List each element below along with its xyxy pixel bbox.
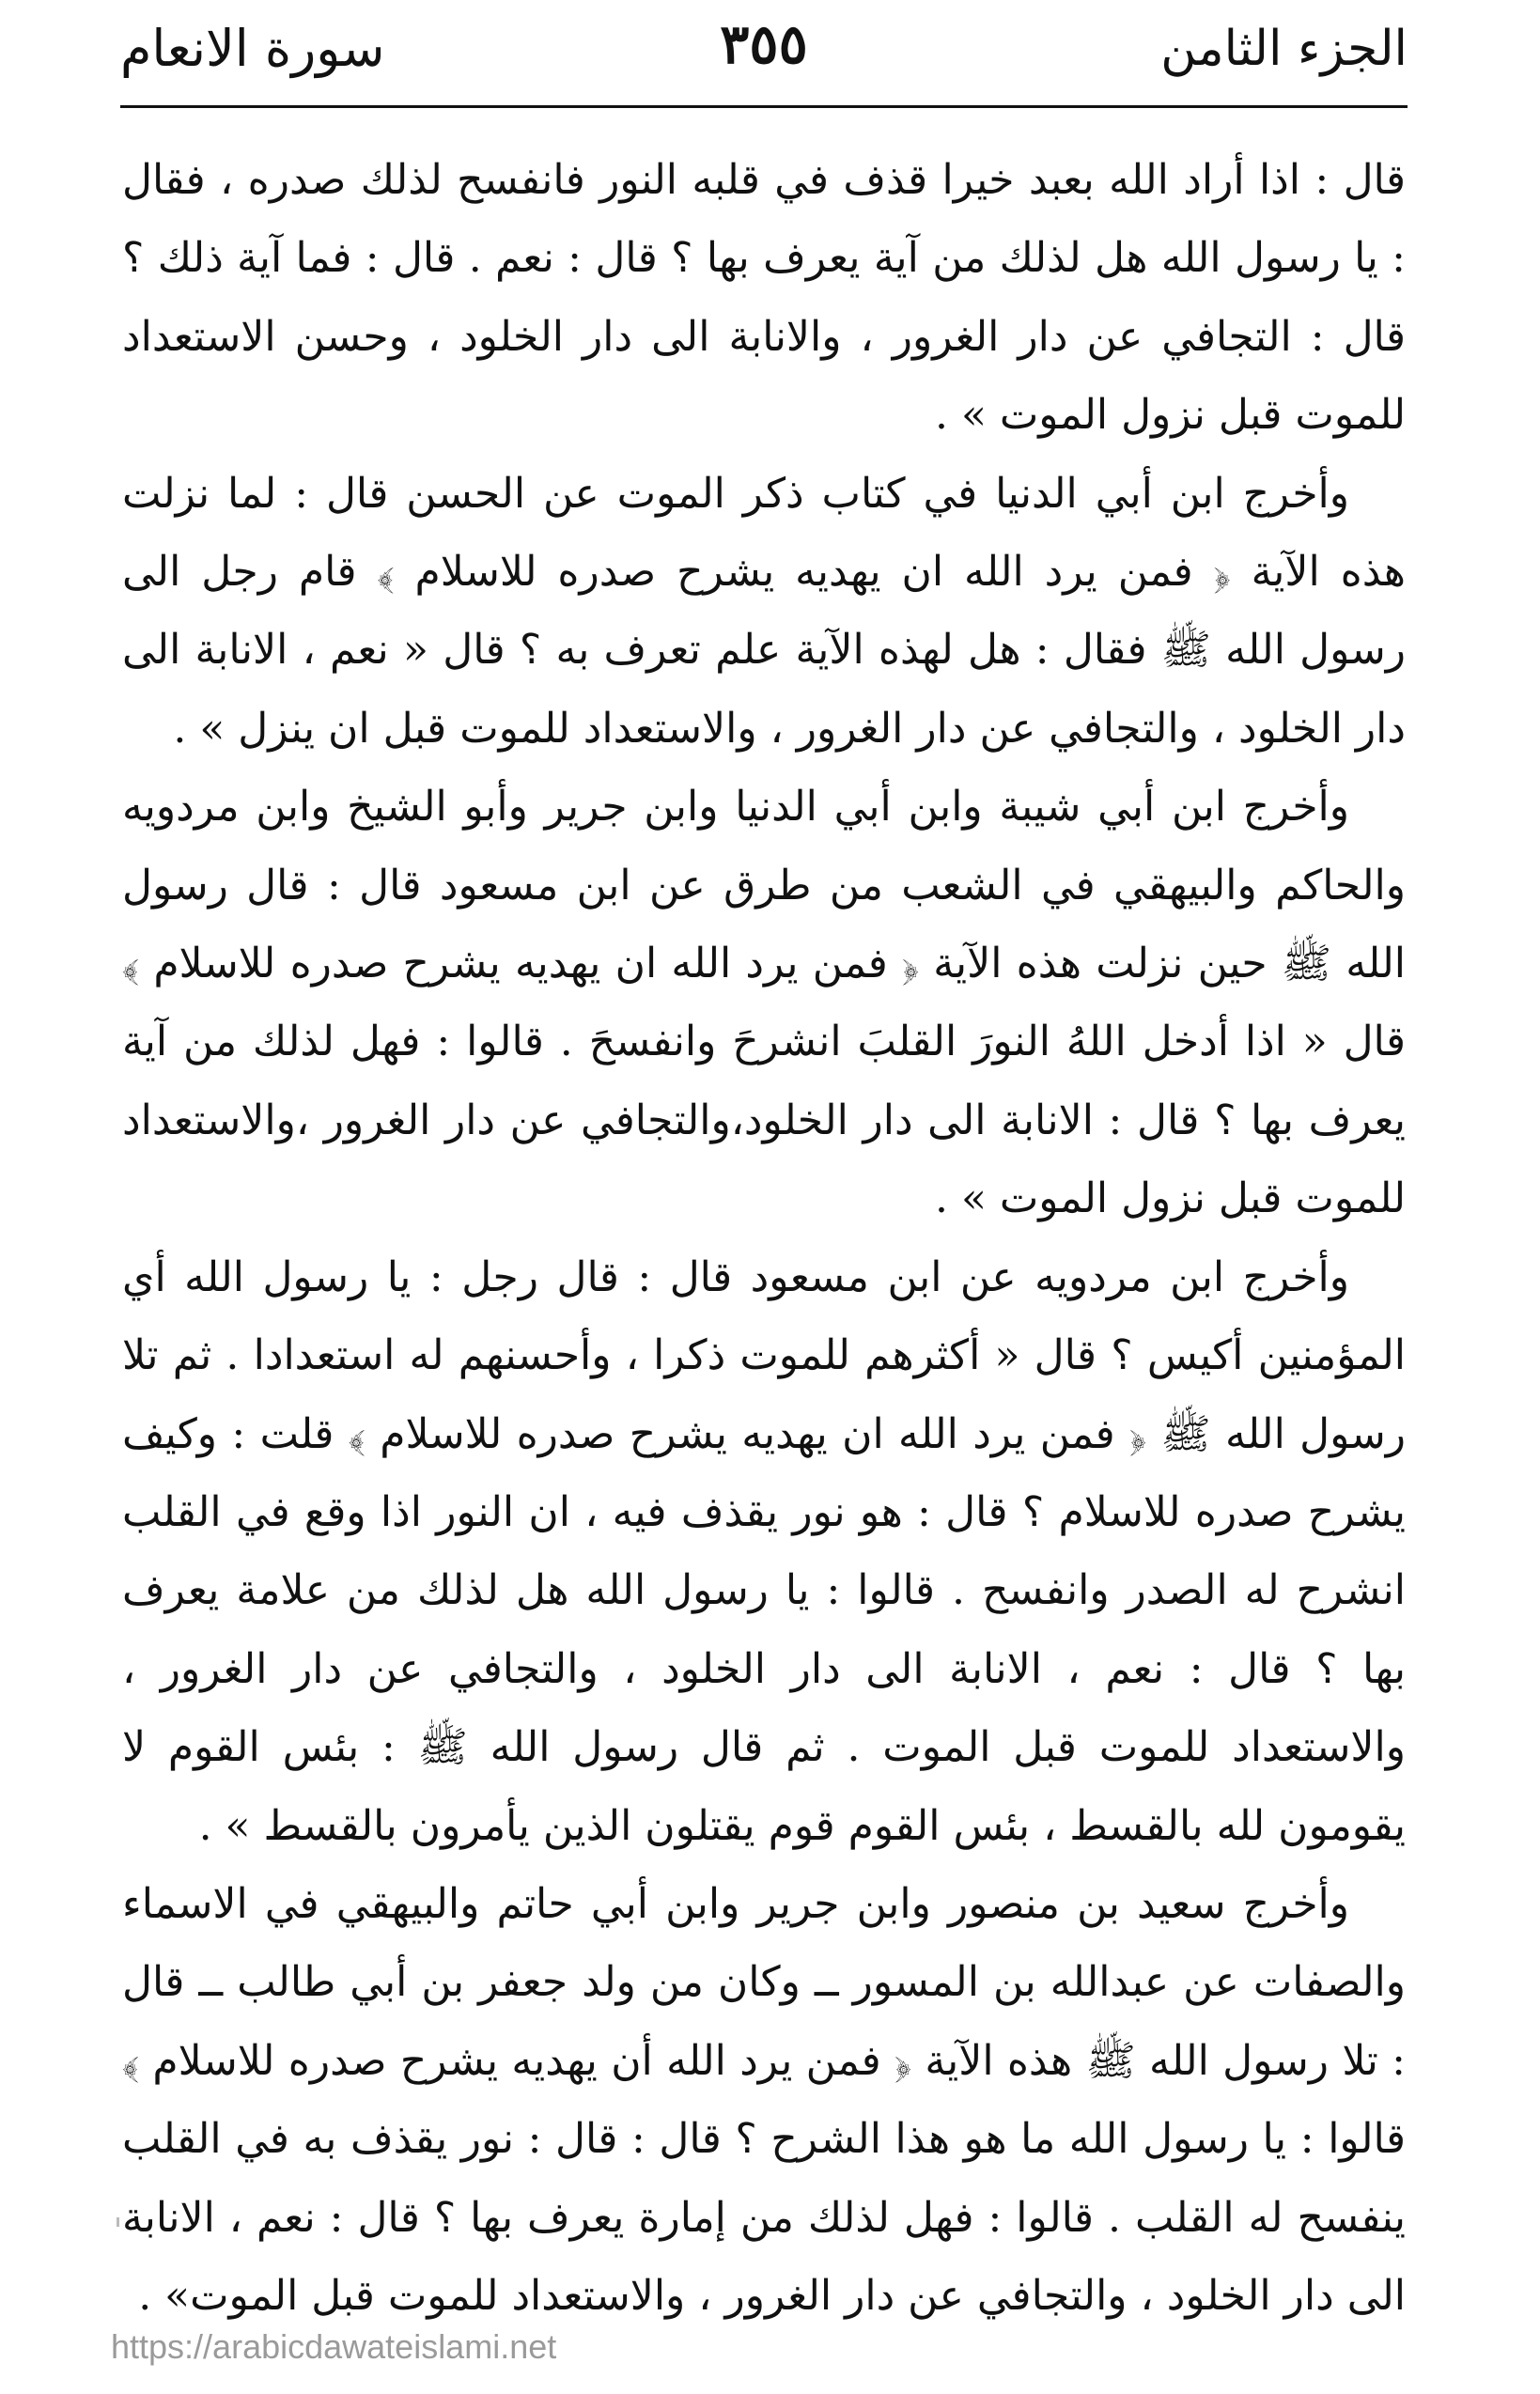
page-header (120, 11, 1408, 101)
part-label: الجزء الثامن (1160, 21, 1408, 77)
paragraph-2: وأخرج ابن أبي الدنيا في كتاب ذكر الموت عن الحسن قال : لما نزلت هذه الآية ﴿ فمن يرد الله ان يهديه يشرح صدره للاسلام ﴾ قام رجل الى رسول الله ﷺ فقال : هل لهذه الآية علم تعرف به ؟ قال « نعم ، الانابة الى دار الخلود ، والتجافي عن دار الغرور ، والاستعداد للموت قبل ان ينزل » . (122, 469, 1407, 753)
paragraph-5: وأخرج سعيد بن منصور وابن جرير وابن أبي حاتم والبيهقي في الاسماء والصفات عن عبدالله بن المسور ــ وكان من ولد جعفر بن أبي طالب ــ قال : تلا رسول الله ﷺ هذه الآية ﴿ فمن يرد الله أن يهديه يشرح صدره للاسلام ﴾ قالوا : يا رسول الله ما هو هذا الشرح ؟ قال : قال : نور يقذف به في القلب ينفسح له القلب . قالوا : فهل لذلك من إمارة يعرف بها ؟ قال : نعم ، الانابة الى دار الخلود ، والتجافي عن دار الغرور ، والاستعداد للموت قبل الموت» . (122, 1879, 1406, 2320)
paragraph-4: وأخرج ابن مردويه عن ابن مسعود قال : قال رجل : يا رسول الله أي المؤمنين أكيس ؟ قال « أكثرهم للموت ذكرا ، وأحسنهم له استعدادا . ثم تلا رسول الله ﷺ ﴿ فمن يرد الله ان يهديه يشرح صدره للاسلام ﴾ قلت : وكيف يشرح صدره للاسلام ؟ قال : هو نور يقذف فيه ، ان النور اذا وقع في القلب انشرح له الصدر وانفسح . قالوا : يا رسول الله هل لذلك من علامة يعرف بها ؟ قال : نعم ، الانابة الى دار الخلود ، والتجافي عن دار الغرور ، والاستعداد للموت قبل الموت . ثم قال رسول الله ﷺ : بئس القوم لا يقومون لله بالقسط ، بئس القوم قوم يقتلون الذين يأمرون بالقسط » . (122, 1252, 1406, 1850)
watermark-url: https://arabicdawateislami.net (111, 2327, 557, 2366)
surah-title: سورة الانعام (120, 19, 385, 78)
header-rule (120, 105, 1408, 108)
paragraph-3: وأخرج ابن أبي شيبة وابن أبي الدنيا وابن جرير وأبو الشيخ وابن مردويه والحاكم والبيهقي في الشعب من طرق عن ابن مسعود قال : قال رسول الله ﷺ حين نزلت هذه الآية ﴿ فمن يرد الله ان يهديه يشرح صدره للاسلام ﴾ قال « اذا أدخل اللهُ النورَ القلبَ انشرحَ وانفسحَ . قالوا : فهل لذلك من آية يعرف بها ؟ قال : الانابة الى دار الخلود،والتجافي عن دار الغرور ،والاستعداد للموت قبل نزول الموت » . (122, 783, 1407, 1223)
page-number: ٣٥٥ (720, 12, 808, 76)
paragraph-1: قال : اذا أراد الله بعبد خيرا قذف في قلبه النور فانفسح لذلك صدره ، فقال : يا رسول الله هل لذلك من آية يعرف بها ؟ قال : نعم . قال : فما آية ذلك ؟ قال : التجافي عن دار الغرور ، والانابة الى دار الخلود ، وحسن الاستعداد للموت قبل نزول الموت » . (122, 156, 1407, 440)
scan-speck (117, 2217, 119, 2227)
body-text (122, 141, 1407, 2320)
